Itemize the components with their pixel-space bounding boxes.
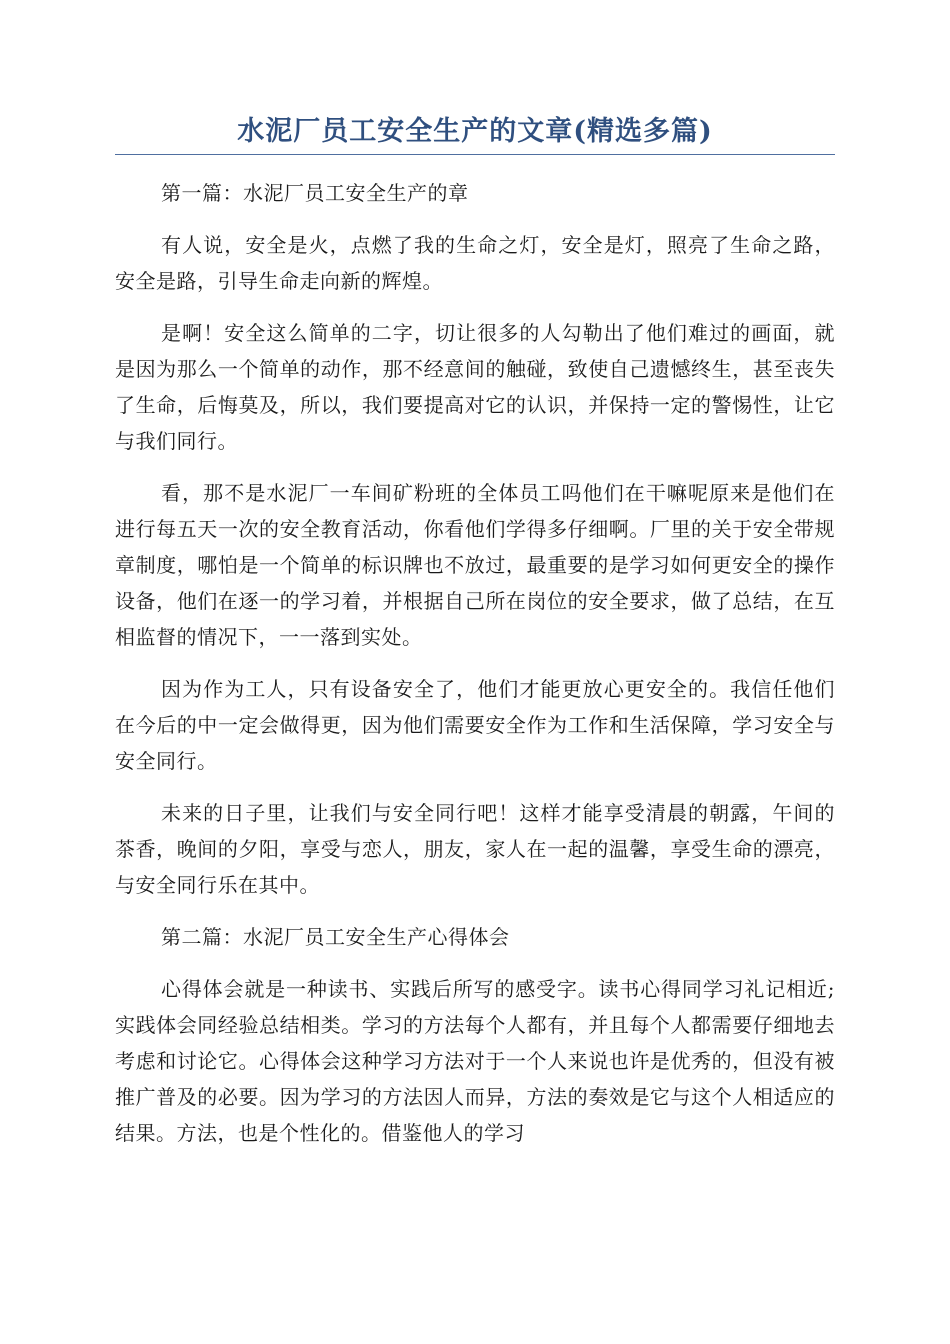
- section-heading: 第二篇：水泥厂员工安全生产心得体会: [161, 925, 510, 949]
- document-page: [115, 112, 835, 1167]
- document-body: [115, 175, 835, 1151]
- paragraph: 心得体会就是一种读书、实践后所写的感受字。读书心得同学习礼记相近;实践体会同经验总结相类。学习的方法每个人都有，并且每个人都需要仔细地去考虑和讨论它。心得体会这种学习方法对于一个人来说也许是优秀的，但没有被推广普及的必要。因为学习的方法因人而异，方法的奏效是它与这个人相适应的结果。方法，也是个性化的。借鉴他人的学习: [115, 977, 835, 1145]
- paragraph: 是啊！安全这么简单的二字，切让很多的人勾勒出了他们难过的画面，就是因为那么一个简单的动作，那不经意间的触碰，致使自己遗憾终生，甚至丧失了生命，后悔莫及，所以，我们要提高对它的认识，并保持一定的警惕性，让它与我们同行。: [115, 321, 835, 453]
- section-heading: 第一篇：水泥厂员工安全生产的章: [161, 181, 469, 205]
- paragraph: 有人说，安全是火，点燃了我的生命之灯，安全是灯，照亮了生命之路，安全是路，引导生命走向新的辉煌。: [115, 233, 835, 293]
- paragraph: 未来的日子里，让我们与安全同行吧！这样才能享受清晨的朝露，午间的茶香，晚间的夕阳，享受与恋人，朋友，家人在一起的温馨，享受生命的漂亮，与安全同行乐在其中。: [115, 801, 835, 897]
- paragraph: 因为作为工人，只有设备安全了，他们才能更放心更安全的。我信任他们在今后的中一定会做得更，因为他们需要安全作为工作和生活保障，学习安全与安全同行。: [115, 677, 835, 773]
- paragraph: 看，那不是水泥厂一车间矿粉班的全体员工吗他们在干嘛呢原来是他们在进行每五天一次的安全教育活动，你看他们学得多仔细啊。厂里的关于安全带规章制度，哪怕是一个简单的标识牌也不放过，最重要的是学习如何更安全的操作设备，他们在逐一的学习着，并根据自己所在岗位的安全要求，做了总结，在互相监督的情况下，一一落到实处。: [115, 481, 835, 649]
- document-title: 水泥厂员工安全生产的文章(精选多篇): [115, 112, 835, 155]
